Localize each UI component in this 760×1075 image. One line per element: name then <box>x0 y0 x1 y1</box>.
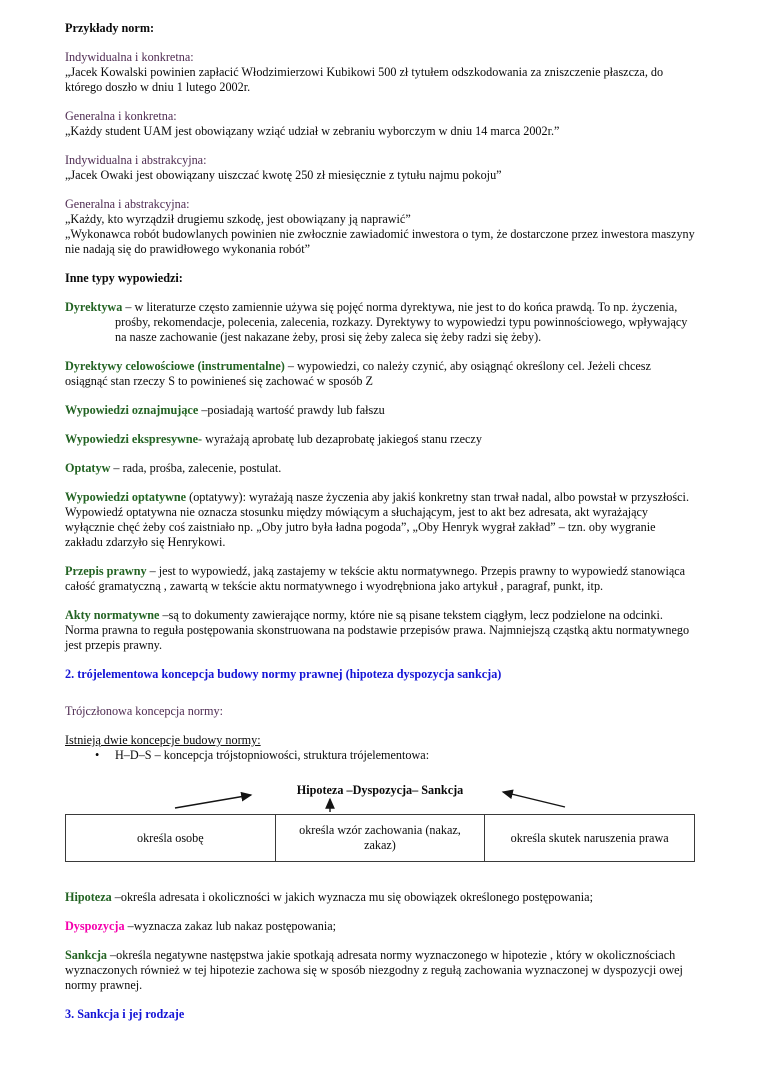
heading-section-2: 2. trójelementowa koncepcja budowy normy prawnej (hipoteza dyspozycja sankcja) <box>65 667 502 681</box>
term-przepis-prawny <box>65 564 695 594</box>
term-keyword: Przepis prawny <box>65 564 147 578</box>
hds-table <box>65 814 695 862</box>
norm-example-3 <box>65 153 695 183</box>
table-cell-sankcja: określa skutek naruszenia prawa <box>485 815 695 862</box>
norm-quote: „Każdy student UAM jest obowiązany wziąć udział w zebraniu wyborczym w dniu 14 marca 2002r.” <box>65 124 560 138</box>
term-wypowiedzi-optatywne <box>65 490 695 550</box>
definition-text: –określa negatywne następstwa jakie spotkają adresata normy wyznaczonego w hipotezie , który w okolicznościach wyznaczonych również w tej hipotezie zachowa się w sposób niezgodny z regułą zachowania wyznaczonej w dyspozycji owej normy prawnej. <box>65 948 683 992</box>
term-text: –są to dokumenty zawierające normy, które nie są pisane tekstem ciągłym, lecz podzielone na odcinki. Norma prawna to reguła postępowania skonstruowana na podstawie przepisów prawa. Najmniejszą cząstką aktu normatywnego jest przepis prawny. <box>65 608 690 652</box>
term-text: –posiadają wartość prawdy lub fałszu <box>198 403 385 417</box>
definition-text: –określa adresata i okoliczności w jakich wyznacza mu się obowiązek określonego postępowania; <box>111 890 593 904</box>
heading-inne-typy: Inne typy wypowiedzi: <box>65 271 183 285</box>
definition-dyspozycja <box>65 919 695 934</box>
term-keyword: Akty normatywne <box>65 608 160 622</box>
norm-quote: „Jacek Kowalski powinien zapłacić Włodzimierzowi Kubikowi 500 zł tytułem odszkodowania za zniszczenie płaszcza, do którego doszło w dniu 1 lutego 2002r. <box>65 65 664 94</box>
heading-section-3: 3. Sankcja i jej rodzaje <box>65 1007 185 1021</box>
norm-quote: „Jacek Owaki jest obowiązany uiszczać kwotę 250 zł miesięcznie z tytułu najmu pokoju” <box>65 168 502 182</box>
norm-label: Generalna i konkretna: <box>65 109 177 123</box>
heading-przyklady-norm: Przykłady norm: <box>65 21 155 35</box>
term-wypowiedzi-ekspresywne <box>65 432 695 447</box>
bullet-list-item <box>65 748 695 763</box>
term-dyrektywy-celowosciowe <box>65 359 695 389</box>
definition-sankcja <box>65 948 695 993</box>
definition-keyword: Dyspozycja <box>65 919 125 933</box>
norm-label: Indywidualna i abstrakcyjna: <box>65 153 207 167</box>
norm-label: Indywidualna i konkretna: <box>65 50 194 64</box>
hds-diagram <box>65 783 695 862</box>
term-keyword: Dyrektywa <box>65 300 123 314</box>
term-text: wyrażają aprobatę lub dezaprobatę jakiegoś stanu rzeczy <box>202 432 482 446</box>
term-keyword: Wypowiedzi ekspresywne- <box>65 432 203 446</box>
definition-keyword: Sankcja <box>65 948 107 962</box>
norm-quote: „Wykonawca robót budowlanych powinien nie zwłocznie zawiadomić inwestora o tym, że dostarczone przez inwestora maszyny nie nadają się do prawidłowego wykonania robót” <box>65 227 695 256</box>
term-text: – rada, prośba, zalecenie, postulat. <box>110 461 282 475</box>
term-text: – wypowiedzi, co należy czynić, aby osiągnąć określony cel. Jeżeli chcesz osiągnąć stan rzeczy S to powinieneś się zachować w sposób Z <box>65 359 651 388</box>
term-text: – jest to wypowiedź, jaką zastajemy w tekście aktu normatywnego. Przepis prawny to wypowiedź stanowiąca całość gramatyczną , zawartą w tekście aktu normatywnego i wyodrębniona jako artykuł , paragraf, punkt, itp. <box>65 564 686 593</box>
term-akty-normatywne <box>65 608 695 653</box>
table-cell-dyspozycja: określa wzór zachowania (nakaz, zakaz) <box>275 815 485 862</box>
term-optatyw <box>65 461 695 476</box>
table-cell-hipoteza: określa osobę <box>66 815 276 862</box>
term-keyword: Wypowiedzi oznajmujące <box>65 403 199 417</box>
term-keyword: Wypowiedzi optatywne <box>65 490 187 504</box>
bullet-item-text: H–D–S – koncepcja trójstopniowości, struktura trójelementowa: <box>115 748 430 762</box>
term-wypowiedzi-oznajmujace <box>65 403 695 418</box>
underlined-heading: Istnieją dwie koncepcje budowy normy: <box>65 733 261 747</box>
term-keyword: Optatyw <box>65 461 111 475</box>
definition-hipoteza <box>65 890 695 905</box>
norm-quote: „Każdy, kto wyrządził drugiemu szkodę, jest obowiązany ją naprawić” <box>65 212 411 226</box>
definition-keyword: Hipoteza <box>65 890 112 904</box>
norm-example-4 <box>65 197 695 257</box>
term-dyrektywa <box>65 300 695 345</box>
diagram-title: Hipoteza –Dyspozycja– Sankcja <box>296 783 464 797</box>
term-text: (optatywy): wyrażają nasze życzenia aby jakiś konkretny stan trwał nadal, albo powstał w przyszłości. Wypowiedź optatywna nie oznacza stosunku między mówiącym a słuchającym, jest to akt bez adresata, akt wyrażający wyłącznie chęć żeby coś zaistniało np. „Oby jutro była ładna pogoda”, „Oby Henryk wygrał zakład” – tzn. oby wygranie zakładu zdarzyło się Henrykowi. <box>65 490 689 549</box>
term-keyword: Dyrektywy celowościowe (instrumentalne) <box>65 359 285 373</box>
definition-text: –wyznacza zakaz lub nakaz postępowania; <box>124 919 337 933</box>
term-text: – w literaturze często zamiennie używa się pojęć norma dyrektywa, nie jest to do końca prawdą. To np. życzenia, prośby, rekomendacje, polecenia, zalecenia, rozkazy. Dyrektywy to wypowiedzi typu powinnościowego, wpływający na nasze zachowanie (jest nakazane żeby, prosi się żeby zaleca się żeby radzi się żeby). <box>115 300 688 344</box>
concept-line: Trójczłonowa koncepcja normy: <box>65 704 223 718</box>
bullet-icon: • <box>95 748 100 762</box>
norm-label: Generalna i abstrakcyjna: <box>65 197 190 211</box>
norm-example-1 <box>65 50 695 95</box>
norm-example-2 <box>65 109 695 139</box>
